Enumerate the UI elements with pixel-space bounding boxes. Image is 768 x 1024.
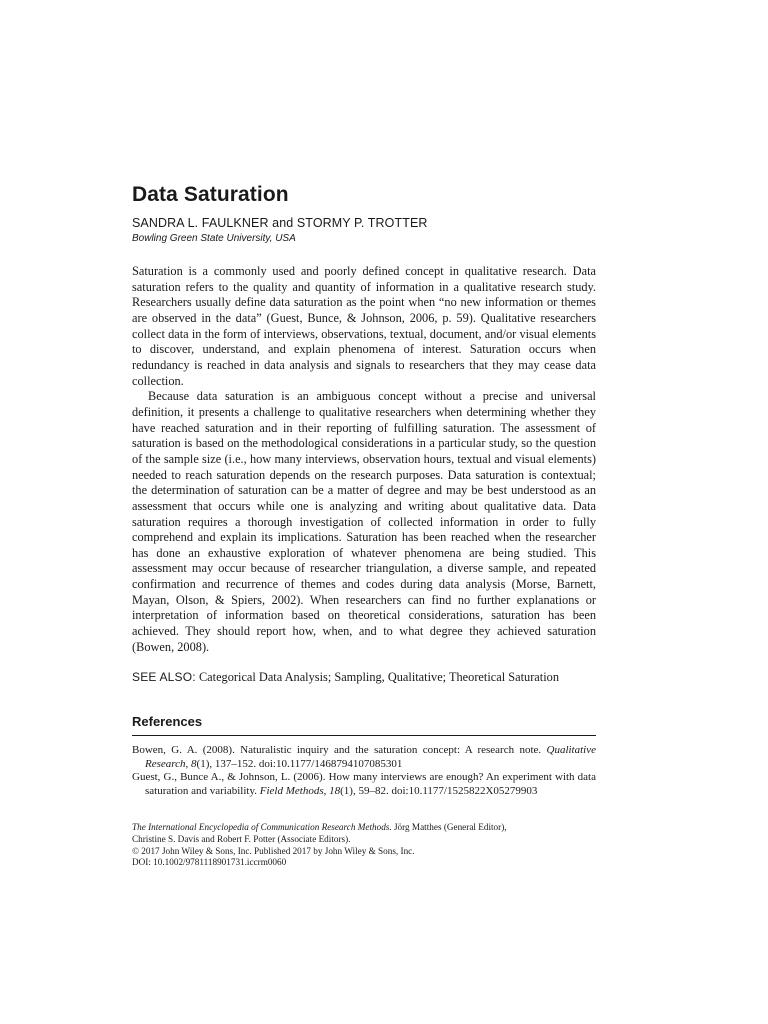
reference-item	[132, 744, 596, 771]
see-also-links: Categorical Data Analysis; Sampling, Qualitative; Theoretical Saturation	[198, 670, 559, 684]
reference-journal: Qualitative Research, 8	[145, 744, 596, 770]
reference-journal: Field Methods, 18	[259, 784, 341, 797]
reference-text: Bowen, G. A. (2008). Naturalistic inquiry and the saturation concept: A research note.	[132, 744, 547, 756]
footer-copyright: © 2017 John Wiley & Sons, Inc. Published 2017 by John Wiley & Sons, Inc.	[132, 845, 415, 856]
reference-text: Guest, G., Bunce A., & Johnson, L. (2006). How many interviews are enough? An experiment with data saturation and variability.	[132, 771, 596, 797]
body-paragraph: Saturation is a commonly used and poorly defined concept in qualitative research. Data saturation refers to the quality and quantity of information in a qualitative research study. Researchers usually define data saturation as the point when “no new information or themes are observed in the data” (Guest, Bunce, & Johnson, 2006, p. 59). Qualitative researchers collect data in the form of interviews, observations, textual, document, and/or visual elements to discover, understand, and explain phenomena of interest. Saturation occurs when redundancy is reached in data analysis and signals to researchers that they may cease data collection.	[132, 264, 596, 388]
references-list	[132, 744, 596, 798]
reference-citation: (1), 59–82. doi:10.1177/1525822X05279903	[340, 784, 538, 797]
author-affiliation: Bowling Green State University, USA	[132, 233, 296, 244]
encyclopedia-title: The International Encyclopedia of Communication Research Methods.	[132, 822, 392, 832]
article-title: Data Saturation	[132, 183, 289, 206]
article-authors: SANDRA L. FAULKNER and STORMY P. TROTTER	[132, 216, 428, 230]
footer-associate-editors: Christine S. Davis and Robert F. Potter (Associate Editors).	[132, 833, 351, 844]
article-body	[132, 264, 596, 655]
body-paragraph: Because data saturation is an ambiguous concept without a precise and universal definition, it presents a challenge to qualitative researchers when determining whether they have reached saturation and in their reporting of fulfilling saturation. The assessment of saturation is based on the methodological considerations in a particular study, so the question of the sample size (i.e., how many interviews, observation hours, textual and visual elements) needed to reach saturation depends on the research purposes. Data saturation is contextual; the determination of saturation can be a matter of degree and may be best understood as an assessment that occurs while one is analyzing and writing about qualitative data. Data saturation requires a thorough investigation of collected information in order to fully comprehend and explain its implications. Saturation has been reached when the researcher has done an exhaustive exploration of whatever phenomena are being studied. This assessment may occur because of researcher triangulation, a diverse sample, and repeated confirmation and recurrence of themes and codes during data analysis (Morse, Barnett, Mayan, Olson, & Spiers, 2002). When researchers can find no further explanations or interpretation of information based on theoretical considerations, saturation has been achieved. They should report how, when, and to what degree they achieved saturation (Bowen, 2008).	[132, 389, 596, 654]
see-also	[132, 669, 596, 685]
page-footer	[132, 822, 596, 869]
references-heading: References	[132, 714, 203, 729]
reference-item	[132, 771, 596, 798]
footer-source-line	[132, 822, 596, 834]
footer-doi: DOI: 10.1002/9781118901731.iccrm0060	[132, 857, 287, 868]
see-also-label: SEE ALSO:	[132, 670, 196, 684]
reference-citation: (1), 137–152. doi:10.1177/1468794107085301	[196, 757, 403, 770]
footer-editors: Jörg Matthes (General Editor),	[391, 822, 507, 832]
references-divider	[132, 735, 596, 736]
